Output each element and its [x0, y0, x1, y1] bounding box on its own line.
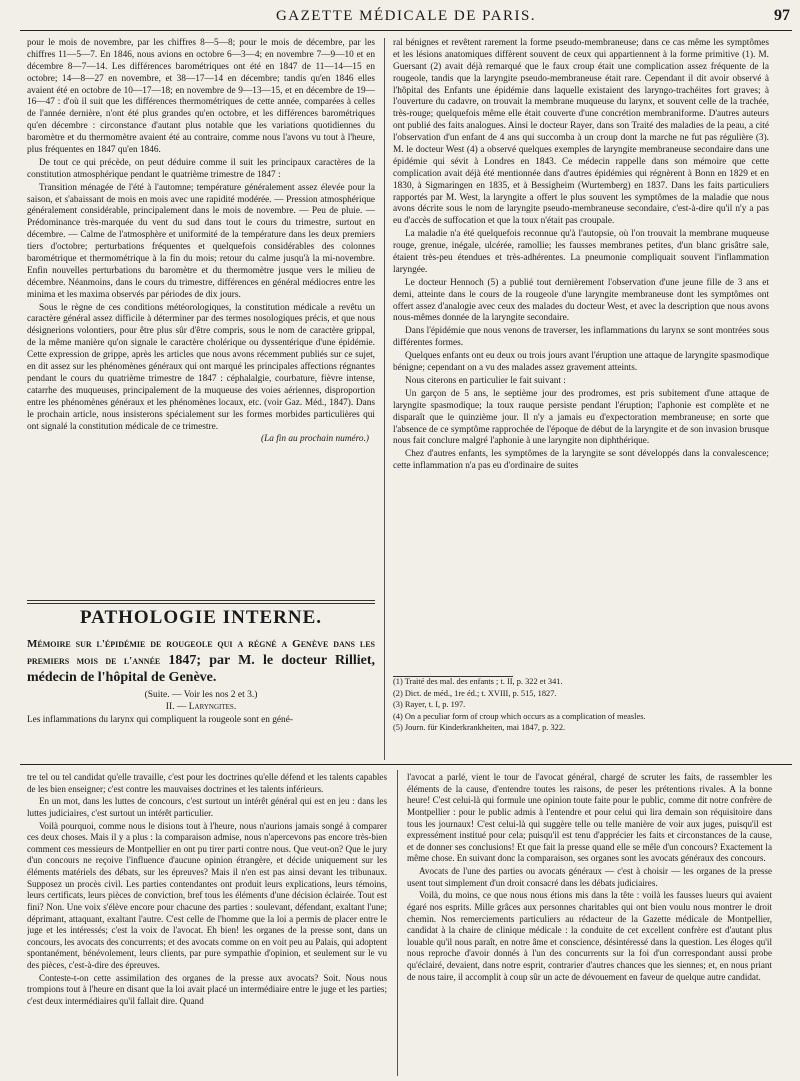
paragraph: De tout ce qui précède, on peut déduire comme il suit les principaux caractères de la constitution atmosphérique pendant le quatrième trimestre de 1847 :: [27, 157, 375, 180]
chapter-subheading: II. — Laryngites.: [165, 702, 237, 713]
memoir-title-year: 1847; par: [168, 653, 230, 669]
paragraph: Transition ménagée de l'été à l'automne; température généralement assez élevée pour la saison, et s'abaissant de mois en mois avec une rapidité modérée. — Pression atmosphérique généralement considérable, principalement dans le mois de novembre. — Peu de pluie. — Prédominance très-marquée du vent du sud dans tout le cours du trimestre, surtout en décembre. — Calme de l'atmosphère et uniformité de la température dans les deux premiers tiers d'octobre; perturbations fréquentes et quelquefois considérables des colonnes barométrique et thermométrique à la fin du mois; retour du calme jusqu'à la mi-novembre. Enfin nouvelles perturbations du baromètre et du thermomètre jusque vers le milieu de décembre. Néanmoins, dans le cours du trimestre, différences en général médiocres entre les minima et les maxima observés par périodes de dix jours.: [27, 182, 375, 300]
column-divider: [384, 38, 385, 760]
paragraph: Un garçon de 5 ans, le septième jour des prodromes, est pris subitement d'une attaque de laryngite spasmodique; la toux rauque persiste pendant l'éruption; l'aphonie est complète et ne disparaît que le quinzième jour. Il n'y a jamais eu d'expectoration membraneuse; en sorte que l'absence de ce symptôme rapprochée de l'époque de début de la laryngite et de son invasion brusque nous fait conclure malgré l'aphonie à une laryngite non diphthérique.: [393, 388, 769, 447]
journal-title: GAZETTE MÉDICALE DE PARIS.: [275, 8, 537, 24]
memoir-title-author: M. le docteur Rilliet, médecin de l'hôpital de Genève.: [27, 653, 375, 686]
bottom-right-column: [407, 772, 772, 1077]
paragraph: Dans l'épidémie que nous venons de traverser, les inflammations du larynx se sont montrées sous différentes formes.: [393, 326, 769, 349]
footnote: (3) Rayer, t. I, p. 197.: [393, 700, 466, 709]
page-section-divider: [20, 764, 792, 765]
upper-left-column: [27, 38, 375, 598]
continuation-reference: (Suite. — Voir les nos 2 et 3.): [144, 690, 258, 701]
footnotes: [393, 677, 769, 735]
bottom-left-column: [27, 772, 387, 1077]
footnote: (2) Dict. de méd., 1re éd.; t. XVIII, p. 515, 1827.: [393, 688, 557, 698]
paragraph: pour le mois de novembre, par les chiffres 8—5—8; pour le mois de décembre, par les chiffres 11—5—7. En 1846, nous avions en octobre 6—3—4; en novembre 7—9—10 et en décembre 8—7—14. Les différences barométriques ont été en 1847 de 11—14—15 en octobre; 14—8—27 en novembre, et 38—17—14 en décembre; tandis qu'en 1846 elles avaient été en octobre de 10—17—18; en novembre de 9—13—15, et en décembre de 19—16—47 : d'où il suit que les différences thermométriques de cette année, comparées à celles de l'année dernière, n'ont été plus grandes qu'en octobre, et les différences barométriques qu'en décembre : circonstance d'autant plus notable que les variations quotidiennes du baromètre et du thermomètre avaient été au contraire, comme nous l'avons vu tout à l'heure, plus fréquentes en 1847 qu'en 1846.: [27, 38, 375, 156]
paragraph: Les inflammations du larynx qui compliquent la rougeole sont en géné-: [27, 715, 293, 726]
column-divider: [397, 770, 398, 1076]
paragraph: tre tel ou tel candidat qu'elle travaille, c'est pour les doctrines qu'elle défend et les talents capables de les bien enseigner; c'est contre les mauvaises doctrines et les talents inférieurs.: [27, 772, 387, 794]
section-heading: PATHOLOGIE INTERNE.: [79, 607, 323, 628]
paragraph: l'avocat a parlé, vient le tour de l'avocat général, chargé de scruter les faits, de rassembler les éléments de la cause, d'entendre toutes les raisons, de peser les prétentions rivales. A la bonne heure! C'est celui-là qui formule une opinion toute faite pour le public, comme dit notre confrère de Montpellier : pour le public admis à l'entendre et pour celui qui lira demain son réquisitoire dans tous les journaux! C'est celui-là qui suggère telle ou telle manière de voir aux juges, puisqu'il est expressément institué pour cela; puisqu'il est tenu d'apprécier les faits et circonstances de la cause, et de donner ses conclusions! Et que fait la presse quand elle se mêle d'un concours? Exactement la même chose. En suivant donc la comparaison, ses organes sont les avocats généraux des concours.: [407, 772, 772, 864]
paragraph: Voilà, du moins, ce que nous nous étions mis dans la tête : voilà les fausses lueurs qui avaient égaré nos esprits. Mille grâces aux personnes charitables qui ont bien voulu nous montrer le droit chemin. Nos remerciements particuliers au rédacteur de la Gazette médicale de Montpellier, candidat à la chaire de clinique médicale : la conduite de cet excellent confrère est d'autant plus louable qu'il nous paraît, en notre âme et conscience, désintéressé dans la question. Les éloges qu'il nous reproche d'avoir donnés à l'un des concurrents sur la foi d'un correspondant aussi probe qu'éclairé, devaient, dans notre esprit, contrarier d'autres chances que les siennes; et, en nous priant de nous taire, il accomplit à coup sûr un acte de dévouement en faveur de quelque autre candidat.: [407, 890, 772, 982]
section-divider: [27, 603, 375, 604]
paragraph: Le docteur Hennoch (5) a publié tout dernièrement l'observation d'une jeune fille de 3 ans et demi, atteinte dans le cours de la rougeole d'une laryngite membraneuse dont les symptômes ont offert assez d'analogie avec ceux des malades du docteur West, et avec la description que nous avons nous-mêmes donnée de la laryngite secondaire.: [393, 277, 769, 324]
section-divider: [27, 600, 375, 601]
paragraph: En un mot, dans les luttes de concours, c'est surtout un intérêt général qui est en jeu : dans les luttes judiciaires, c'est surtout un intérêt particulier.: [27, 796, 387, 818]
paragraph: La maladie n'a été quelquefois reconnue qu'à l'autopsie, où l'on trouvait la membrane muqueuse rouge, grenue, inégale, ulcérée, ramollie; les fausses membranes petites, d'un blanc grisâtre sale, étaient très-peu étendues et très-adhérentes. La pneumonie compliquait souvent l'inflammation laryngée.: [393, 229, 769, 275]
page-header: [20, 6, 792, 31]
paragraph: Sous le règne de ces conditions météorologiques, la constitution médicale a revêtu un caractère général assez difficile à déterminer par des termes nosologiques précis, et que nous désignerions volontiers, pour être plus sûr d'être compris, sous le nom de caractère grippal, de la même manière qu'on signale le caractère cholérique ou dyssentérique d'une épidémie. Cette expression de grippe, après les articles que nous avons récemment publiés sur ce sujet, en dit assez sur les phénomènes généraux qui ont marqué les principales affections régnantes pendant le cours du quatrième trimestre de 1847 : céphalalgie, courbature, fièvre intense, catarrhe des muqueuses, principalement de la muqueuse des voies aériennes, disproportion entre les phénomènes généraux et les phénomènes locaux, etc. (voir Gaz. Méd., 1847). Dans le prochain article, nous insisterons spécialement sur les formes morbides particulières qui ont signalé la constitution médicale de ce trimestre.: [27, 302, 375, 432]
paragraph: ral bénignes et revêtent rarement la forme pseudo-membraneuse; dans ce cas même les symptômes et les lésions anatomiques diffèrent souvent de ceux qui appartiennent à la forme primitive (1). M. Guersant (2) avait déjà remarqué que le faux croup était une complication assez fréquente de la rougeole, tandis que la laryngite pseudo-membraneuse était rare. Cependant il dit avoir observé à l'hôpital des Enfants une épidémie dans laquelle existaient des laryngo-trachéites fort graves; à l'ouverture du cadavre, on trouvait la membrane muqueuse du larynx, et souvent celle de la trachée, très-rouge; quelquefois même elle était couverte d'une concrétion membraniforme. D'autres auteurs ont publié des faits analogues. Ainsi le docteur Rayer, dans son Traité des maladies de la peau, a cité l'observation d'un enfant de 4 ans qui succomba à un croup dont la marche ne fut pas régulière (3). M. le docteur West (4) a observé quelques exemples de laryngite membraneuse secondaire dans une épidémie qui sévit à Londres en 1843. Ce médecin rappelle dans son mémoire que cette complication avait déjà été mentionnée dans d'autres épidémies qui régnèrent à Bonn en 1829 et en 1830, à Sigmaringen en 1835, et à Bessigheim (Wurtemberg) en 1837. Dans les faits particuliers rapportés par M. West, la laryngite a offert le plus souvent les symptômes de la maladie que nous avons décrite sous le nom de laryngite pseudo-membraneuse secondaire, c'est-à-dire qu'il n'y a pas eu d'accès de suffocation et que la toux n'était pas croupale.: [393, 38, 769, 227]
paragraph: Quelques enfants ont eu deux ou trois jours avant l'éruption une attaque de laryngite spasmodique bénigne; cependant on a vu des malades assez gravement atteints.: [393, 351, 769, 374]
memoir-title: [27, 635, 375, 686]
page-number: 97: [774, 7, 790, 24]
memoir-title-prefix: Mémoire sur l'épidémie de rougeole qui a régné a Genève dans les premiers mois de l'année: [27, 638, 375, 668]
footnote: (1) Traité des mal. des enfants ; t. II, p. 322 et 341.: [393, 677, 563, 686]
upper-right-column: [393, 38, 769, 674]
paragraph: Voilà pourquoi, comme nous le disions tout à l'heure, nous n'aurions jamais songé à comparer ces deux choses. Mais il y a plus : la comparaison admise, nous n'apercevons pas encore très-bien comment ces messieurs de Montpellier en ont pu tirer parti contre nous. Que veut-on? Que le jury d'un concours ne reçoive l'influence d'aucune opinion étrangère, et décide uniquement sur les éléments matériels des débats, sur les épreuves? Mais il n'en est pas ainsi devant les tribunaux. Supposez un procès civil. Les parties contendantes ont produit leurs explications, leurs témoins, leurs certificats, leurs pièces de conviction, bref tous les éléments d'une décision éclairée. Tout est fini? Non. Une voix s'élève encore pour chacune des parties : soulevant, défendant, exaltant l'une; déprimant, attaquant, exaltant l'autre. C'est celle de l'homme que la loi a permis de placer entre le juge et les intéressés; c'est la voix de l'avocat. Eh bien! les organes de la presse sont, dans un concours, les avocats des concurrents; et des avocats comme on en voit peu au Palais, qui adoptent spontanément, bénévolement, leurs clients, par pure sympathie d'opinion, et seulement sur le vu des pièces, c'est-à-dire des épreuves.: [27, 820, 387, 970]
paragraph: Nous citerons en particulier le fait suivant :: [405, 375, 566, 386]
paragraph: Avocats de l'une des parties ou avocats généraux — c'est à choisir — les organes de la presse usent tout simplement d'un droit consacré dans les débats judiciaires.: [407, 866, 772, 888]
paragraph: Chez d'autres enfants, les symptômes de la laryngite se sont développés dans la convalescence; cette inflammation n'a pas eu d'ordinaire de suites: [393, 449, 769, 472]
footnote: (4) On a peculiar form of croup which occurs as a complication of measles.: [393, 711, 646, 721]
paragraph: Conteste-t-on cette assimilation des organes de la presse aux avocats? Soit. Nous nous trompions tout à l'heure en disant que la loi avait placé un intermédiaire entre le juge et les parties; c'est deux intermédiaires qu'il fallait dire. Quand: [27, 972, 387, 1006]
footnote: (5) Journ. für Kinderkrankheiten, mai 1847, p. 322.: [393, 723, 566, 732]
continuation-note: (La fin au prochain numéro.): [260, 434, 369, 445]
article-header: [27, 607, 375, 725]
